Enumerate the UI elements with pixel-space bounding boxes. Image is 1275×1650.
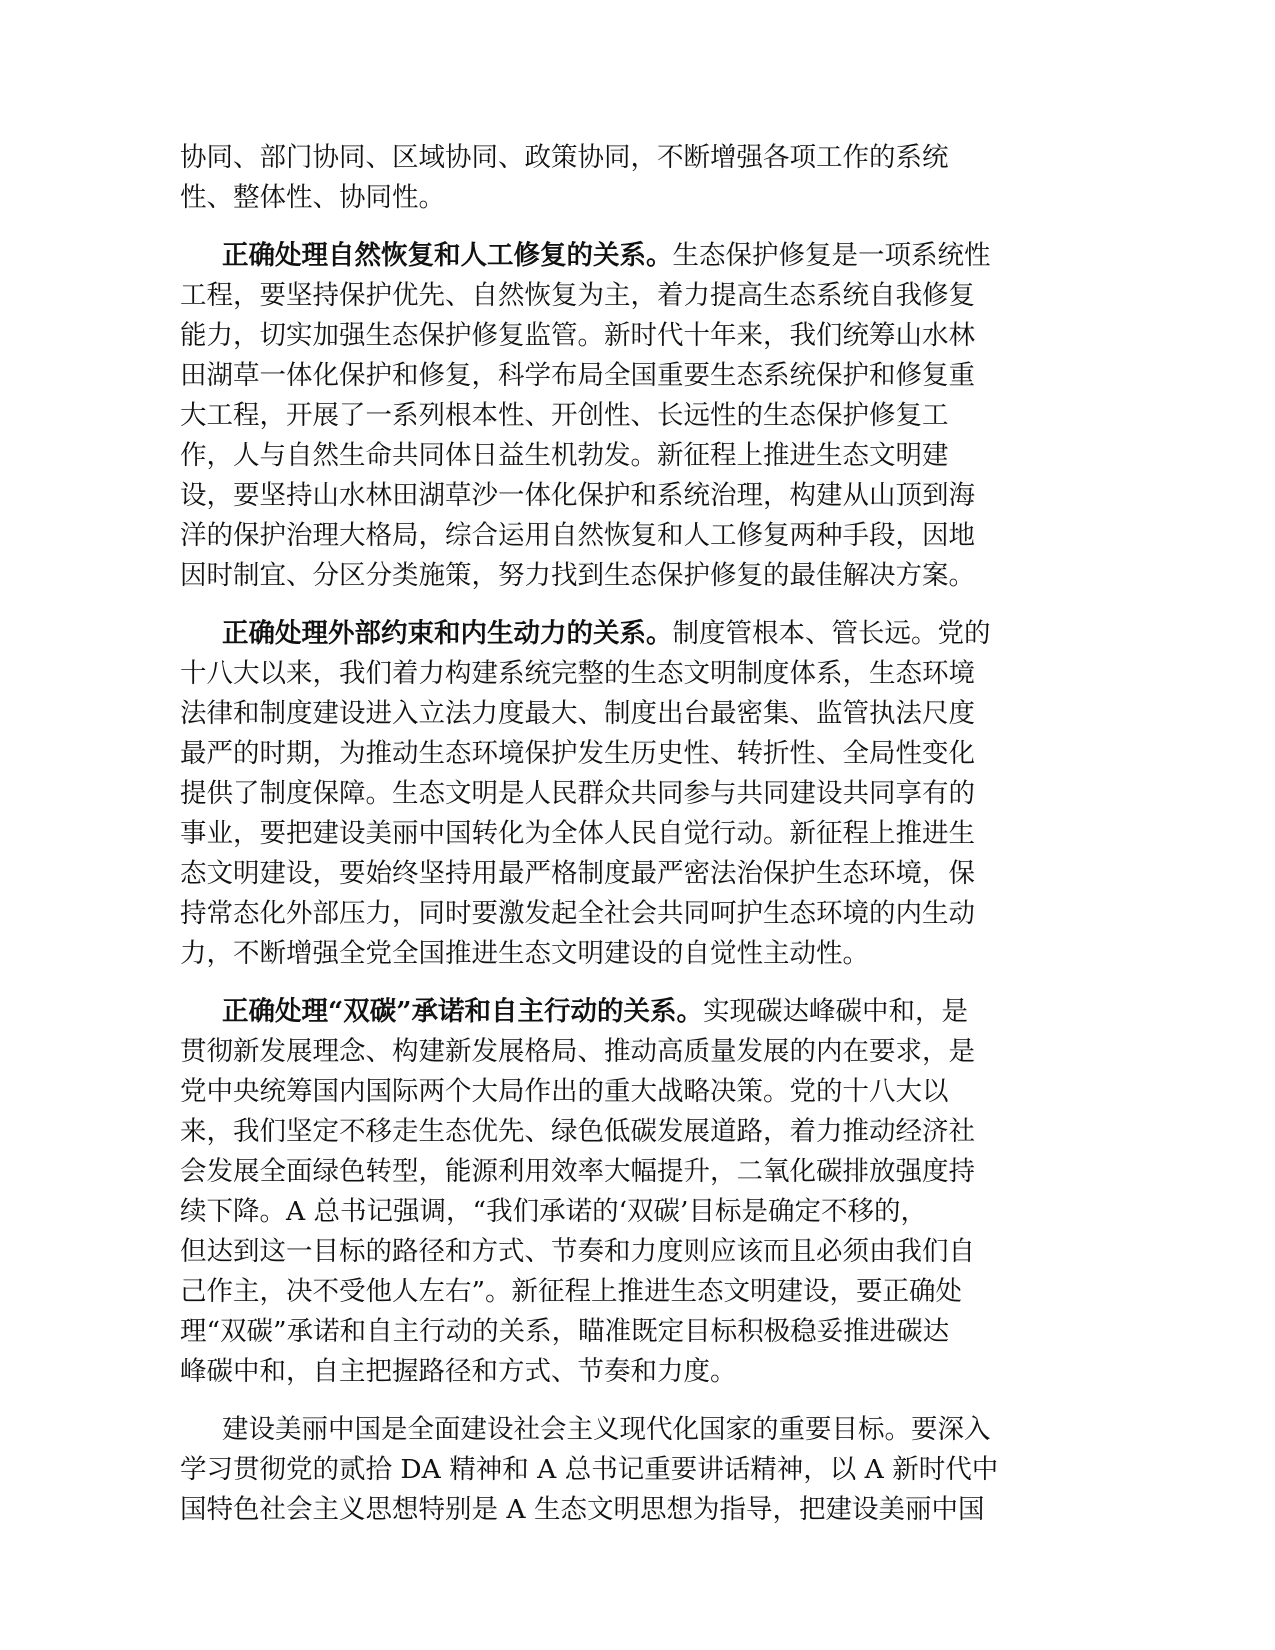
text-run: 十八大以来，我们着力构建系统完整的生态文明制度体系，生态环境 <box>180 658 975 689</box>
text-line <box>180 476 1040 516</box>
text-run: 洋的保护治理大格局，综合运用自然恢复和人工修复两种手段，因地 <box>180 520 975 551</box>
text-line <box>180 138 1040 178</box>
text-line <box>180 356 1040 396</box>
text-line <box>180 1152 1040 1192</box>
text-run: 学习贯彻党的贰拾 DA 精神和 A 总书记重要讲话精神，以 A 新时代中 <box>180 1454 999 1485</box>
text-line <box>180 1450 1040 1490</box>
paragraph-natural-restoration <box>180 236 1040 596</box>
text-run: 贯彻新发展理念、构建新发展格局、推动高质量发展的内在要求，是 <box>180 1036 975 1067</box>
text-run: 性、整体性、协同性。 <box>180 182 445 213</box>
text-line <box>180 734 1040 774</box>
text-run: 峰碳中和，自主把握路径和方式、节奏和力度。 <box>180 1356 737 1387</box>
text-line <box>180 894 1040 934</box>
text-run: 法律和制度建设进入立法力度最大、制度出台最密集、监管执法尺度 <box>180 698 975 729</box>
text-run: 提供了制度保障。生态文明是人民群众共同参与共同建设共同享有的 <box>180 778 975 809</box>
text-run: 持常态化外部压力，同时要激发起全社会共同呵护生态环境的内生动 <box>180 898 975 929</box>
text-line <box>180 1112 1040 1152</box>
text-line <box>180 1232 1040 1272</box>
section-heading: 正确处理外部约束和内生动力的关系。 <box>222 618 673 649</box>
text-line <box>180 654 1040 694</box>
text-run: 续下降。A 总书记强调，“我们承诺的‘双碳’目标是确定不移的， <box>180 1196 927 1227</box>
text-line <box>180 1272 1040 1312</box>
text-line <box>180 436 1040 476</box>
text-line <box>180 694 1040 734</box>
text-line <box>180 1352 1040 1392</box>
text-run: 工程，要坚持保护优先、自然恢复为主，着力提高生态系统自我修复 <box>180 280 975 311</box>
text-run: 制度管根本、管长远。党的 <box>672 618 991 649</box>
paragraph-dual-carbon <box>180 992 1040 1392</box>
text-line <box>180 1312 1040 1352</box>
paragraph-beautiful-china <box>180 1410 1040 1530</box>
text-line <box>180 1072 1040 1112</box>
text-line <box>180 1410 1040 1450</box>
text-run: 事业，要把建设美丽中国转化为全体人民自觉行动。新征程上推进生 <box>180 818 975 849</box>
text-line <box>180 934 1040 974</box>
text-line <box>180 556 1040 596</box>
text-run: 会发展全面绿色转型，能源利用效率大幅提升，二氧化碳排放强度持 <box>180 1156 975 1187</box>
text-run: 理“双碳”承诺和自主行动的关系，瞄准既定目标积极稳妥推进碳达 <box>180 1316 950 1347</box>
text-run: 能力，切实加强生态保护修复监管。新时代十年来，我们统筹山水林 <box>180 320 975 351</box>
text-line <box>180 1490 1040 1530</box>
text-line <box>180 316 1040 356</box>
paragraph-external-constraints <box>180 614 1040 974</box>
text-line <box>180 814 1040 854</box>
text-run: 大工程，开展了一系列根本性、开创性、长远性的生态保护修复工 <box>180 400 949 431</box>
text-run: 建设美丽中国是全面建设社会主义现代化国家的重要目标。要深入 <box>222 1414 991 1445</box>
text-line <box>180 774 1040 814</box>
text-run: 来，我们坚定不移走生态优先、绿色低碳发展道路，着力推动经济社 <box>180 1116 975 1147</box>
text-run: 实现碳达峰碳中和，是 <box>703 996 968 1027</box>
text-run: 态文明建设，要始终坚持用最严格制度最严密法治保护生态环境，保 <box>180 858 975 889</box>
text-line <box>180 992 1040 1032</box>
text-line <box>180 614 1040 654</box>
text-line <box>180 178 1040 218</box>
text-line <box>180 1192 1040 1232</box>
text-run: 最严的时期，为推动生态环境保护发生历史性、转折性、全局性变化 <box>180 738 975 769</box>
text-run: 国特色社会主义思想特别是 A 生态文明思想为指导，把建设美丽中国 <box>180 1494 985 1525</box>
text-line <box>180 854 1040 894</box>
section-heading: 正确处理自然恢复和人工修复的关系。 <box>222 240 673 271</box>
text-run: 党中央统筹国内国际两个大局作出的重大战略决策。党的十八大以 <box>180 1076 949 1107</box>
text-run: 但达到这一目标的路径和方式、节奏和力度则应该而且必须由我们自 <box>180 1236 975 1267</box>
text-run: 因时制宜、分区分类施策，努力找到生态保护修复的最佳解决方案。 <box>180 560 975 591</box>
text-line <box>180 236 1040 276</box>
text-line <box>180 1032 1040 1072</box>
section-heading: 正确处理“双碳”承诺和自主行动的关系。 <box>222 996 703 1027</box>
text-run: 生态保护修复是一项系统性 <box>672 240 991 271</box>
text-run: 协同、部门协同、区域协同、政策协同，不断增强各项工作的系统 <box>180 142 949 173</box>
paragraph-continuation <box>180 138 1040 218</box>
text-line <box>180 516 1040 556</box>
text-line <box>180 276 1040 316</box>
text-line <box>180 396 1040 436</box>
text-run: 力，不断增强全党全国推进生态文明建设的自觉性主动性。 <box>180 938 869 969</box>
text-run: 设，要坚持山水林田湖草沙一体化保护和系统治理，构建从山顶到海 <box>180 480 975 511</box>
text-run: 己作主，决不受他人左右”。新征程上推进生态文明建设，要正确处 <box>180 1276 963 1307</box>
text-run: 田湖草一体化保护和修复，科学布局全国重要生态系统保护和修复重 <box>180 360 975 391</box>
text-run: 作，人与自然生命共同体日益生机勃发。新征程上推进生态文明建 <box>180 440 949 471</box>
document-page <box>180 138 1040 1548</box>
